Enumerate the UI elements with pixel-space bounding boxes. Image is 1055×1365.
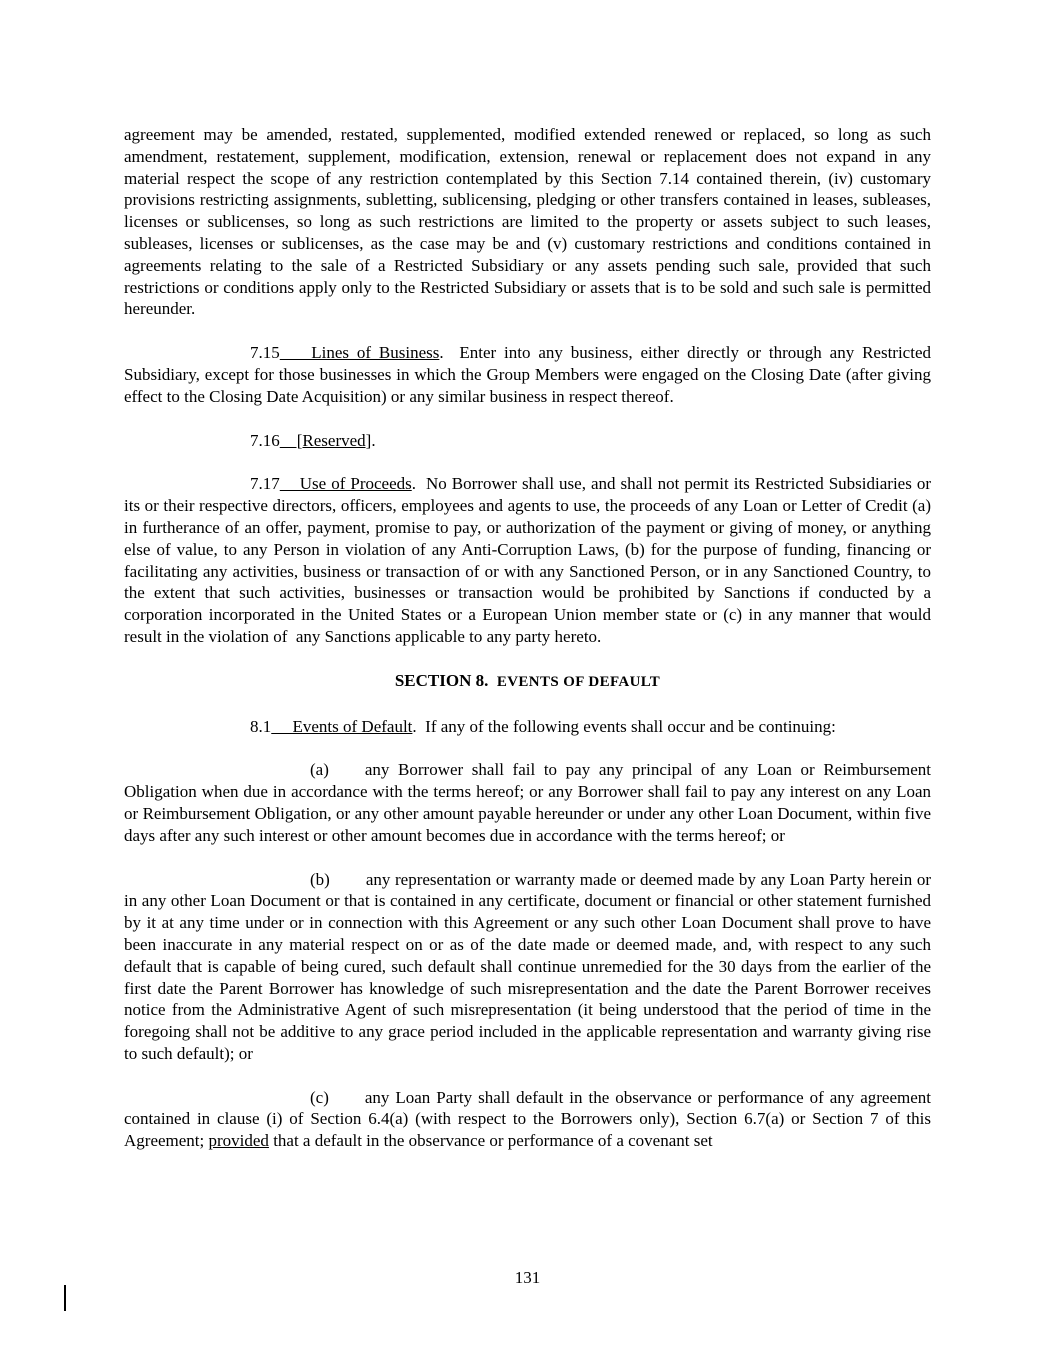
text-segment: . Enter into any business, either directly or through any Restricted Subsidiary, except for those businesses in which the Group Members were engaged on the Closing Date (after giving effect to the Closing Date Acquisition) or any similar business in respect thereof.	[124, 343, 931, 406]
text-segment: 8.1	[250, 716, 272, 736]
text-segment: SECTION 8.	[394, 670, 497, 690]
text-segment: that a default in the observance or performance of a covenant set	[268, 1131, 713, 1151]
text-segment: 7.17	[250, 474, 280, 494]
text-segment: (a)	[310, 760, 329, 780]
text-segment: agreement may be amended, restated, supplemented, modified extended renewed or replaced, so long as such amendment, restatement, supplement, modification, extension, renewal or replacement does not expand in any material respect the scope of any restriction contemplated by this Section 7.14 contained therein, (iv) customary provisions restricting assignments, subletting, sublicensing, pledging or other transfers contained in leases, subleases, licenses or sublicenses, so long as such restrictions are limited to the property or assets subject to such leases, subleases, licenses or sublicenses, as the case may be and (v) customary restrictions and conditions contained in agreements relating to the sale of a Restricted Subsidiary or any assets pending such sale, provided that such restrictions or conditions apply only to the Restricted Subsidiary or assets that is to be sold and such sale is permitted hereunder.	[124, 125, 931, 319]
text-segment: any representation or warranty made or deemed made by any Loan Party herein or in any other Loan Document or that is contained in any certificate, document or financial or other statement furnished by it at any time under or in connection with this Agreement or any such other Loan Document shall prove to have been inaccurate in any material respect on or as of the date made or deemed made, and, with respect to any such default that is capable of being cured, such default shall continue unremedied for the 30 days from the earlier of the first date the Parent Borrower has knowledge of such misrepresentation and the date the Parent Borrower receives notice from the Administrative Agent of such misrepresentation (it being understood that the period of time in the foregoing shall not be additive to any grace period included in the applicable representation and warranty giving rise to such default); or	[124, 869, 931, 1063]
clause-b	[124, 869, 931, 1065]
text-segment: (c)	[310, 1087, 329, 1107]
clause-c	[124, 1087, 931, 1152]
tab-space	[329, 1087, 365, 1109]
text-segment: . If any of the following events shall occur and be continuing:	[412, 716, 836, 736]
document-body	[124, 124, 931, 1174]
text-segment: 7.15	[250, 343, 280, 363]
text-segment: EVENTS OF DEFAULT	[496, 673, 661, 690]
paragraph-7-14-continuation	[124, 124, 931, 320]
text-segment: Events of Default	[271, 716, 413, 736]
text-segment: any Borrower shall fail to pay any principal of any Loan or Reimbursement Obligation when due in accordance with the terms hereof; or any Borrower shall fail to pay any interest on any Loan or Reimbursement Obligation, or any other amount payable hereunder or under any other Loan Document, within five days after any such interest or other amount becomes due in accordance with the terms hereof; or	[124, 760, 931, 845]
text-segment: any Loan Party shall default in the observance or performance of any agreement contained in clause (i) of Section 6.4(a) (with respect to the Borrowers only), Section 6.7(a) or Section 7 of this Agreement;	[124, 1087, 931, 1151]
text-segment: [Reserved]	[279, 430, 372, 450]
page-number: 131	[514, 1268, 541, 1287]
text-segment: Lines of Business	[279, 343, 440, 363]
section-7-17-use-of-proceeds	[124, 473, 931, 647]
section-7-15-lines-of-business	[124, 342, 931, 407]
text-segment: . No Borrower shall use, and shall not permit its Restricted Subsidiaries or its or their respective directors, officers, employees and agents to use, the proceeds of any Loan or Letter of Credit (a) in furtherance of an offer, payment, promise to pay, or authorization of the payment or giving of money, or anything else of value, to any Person in violation of any Anti-Corruption Laws, (b) for the purpose of funding, financing or facilitating any activities, business or transaction of or with any Sanctioned Person, or in any Sanctioned Country, to the extent that such activities, businesses or transaction would be prohibited by Sanctions if conducted by a corporation incorporated in the United States or a European Union member state or (c) in any manner that would result in the violation of any Sanctions applicable to any party hereto.	[124, 474, 931, 646]
section-8-1-events-of-default	[124, 716, 931, 738]
clause-a	[124, 759, 931, 846]
section-7-16-reserved	[124, 430, 931, 452]
text-segment: Use of Proceeds	[279, 474, 412, 494]
change-bar	[64, 1285, 66, 1311]
tab-space	[329, 759, 365, 781]
text-segment: provided	[208, 1131, 269, 1151]
text-segment: .	[371, 430, 376, 450]
tab-space	[330, 869, 366, 891]
text-segment: (b)	[310, 869, 330, 889]
section-8-heading	[124, 670, 931, 694]
text-segment: 7.16	[250, 430, 280, 450]
